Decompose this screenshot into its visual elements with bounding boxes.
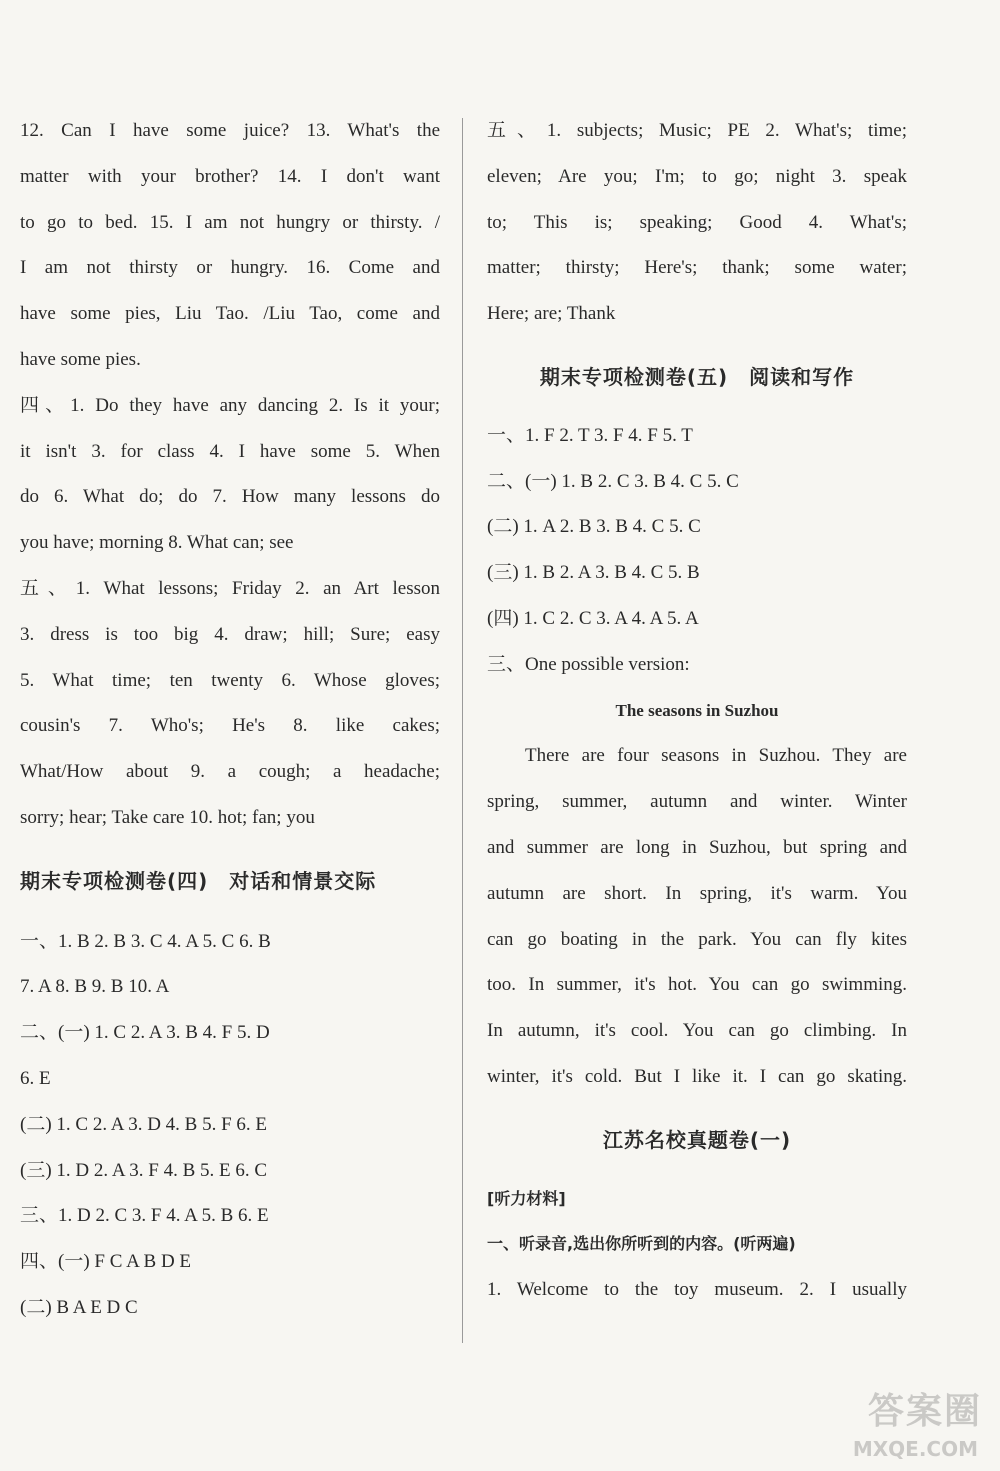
answer-line: you have; morning 8. What can; see	[20, 532, 294, 554]
essay-line: and summer are long in Suzhou, but spring and	[487, 836, 907, 858]
exam-title: 江苏名校真题卷(一)	[602, 1127, 792, 1152]
answer-line: 7. A 8. B 9. B 10. A	[20, 976, 170, 998]
answer-line: have some pies.	[20, 348, 141, 370]
left-column	[20, 108, 440, 1331]
answer-line: 三、One possible version:	[487, 653, 690, 675]
answer-line: have some pies, Liu Tao. /Liu Tao, come and	[20, 303, 440, 325]
answer-line: cousin's 7. Who's; He's 8. like cakes;	[20, 715, 440, 737]
answer-line: 5. What time; ten twenty 6. Whose gloves;	[20, 669, 440, 691]
answer-line: sorry; hear; Take care 10. hot; fan; you	[20, 806, 315, 828]
essay-line: In autumn, it's cool. You can go climbing. In	[487, 1020, 907, 1042]
answer-line: 二、(一) 1. B 2. C 3. B 4. C 5. C	[487, 470, 739, 492]
answer-line: 12. Can I have some juice? 13. What's the	[20, 120, 440, 141]
essay-line: winter, it's cold. But I like it. I can go skating.	[487, 1065, 907, 1087]
section-title-5: 期末专项检测卷(五) 阅读和写作	[539, 364, 855, 389]
listening-instruction: 一、听录音,选出你所听到的内容。(听两遍)	[487, 1234, 796, 1254]
answer-line: I am not thirsty or hungry. 16. Come and	[20, 257, 440, 279]
essay-line: too. In summer, it's hot. You can go swimming.	[487, 974, 907, 996]
answer-line: 五、1. What lessons; Friday 2. an Art lesson	[20, 577, 440, 599]
answer-line: Here; are; Thank	[487, 303, 616, 325]
answer-line: (二) B A E D C	[20, 1296, 138, 1318]
answer-line: do 6. What do; do 7. How many lessons do	[20, 486, 440, 508]
essay-line: There are four seasons in Suzhou. They are	[525, 745, 907, 767]
answer-line: (二) 1. A 2. B 3. B 4. C 5. C	[487, 516, 701, 538]
answer-line: 一、1. F 2. T 3. F 4. F 5. T	[487, 424, 693, 446]
answer-line: (二) 1. C 2. A 3. D 4. B 5. F 6. E	[20, 1113, 268, 1135]
answer-line: (三) 1. D 2. A 3. F 4. B 5. E 6. C	[20, 1159, 268, 1181]
answer-line: 一、1. B 2. B 3. C 4. A 5. C 6. B	[20, 930, 271, 952]
answer-line: 三、1. D 2. C 3. F 4. A 5. B 6. E	[20, 1205, 269, 1227]
listening-label: [听力材料]	[487, 1188, 566, 1208]
section-title-4: 期末专项检测卷(四) 对话和情景交际	[20, 868, 377, 893]
answer-line: (四) 1. C 2. C 3. A 4. A 5. A	[487, 607, 699, 629]
watermark-logo	[812, 1383, 982, 1461]
essay-title: The seasons in Suzhou	[615, 700, 779, 720]
answer-line: it isn't 3. for class 4. I have some 5. When	[20, 440, 440, 462]
watermark-text: 答案圈	[867, 1391, 982, 1432]
answer-line: 五、1. subjects; Music; PE 2. What's; time;	[487, 120, 907, 141]
answer-line: 6. E	[20, 1067, 51, 1089]
answer-line: What/How about 9. a cough; a headache;	[20, 761, 440, 783]
answer-line: 四、(一) F C A B D E	[20, 1251, 192, 1273]
answer-line: 四、1. Do they have any dancing 2. Is it your;	[20, 394, 440, 416]
answer-line: to go to bed. 15. I am not hungry or thirsty. /	[20, 211, 440, 233]
listening-line: 1. Welcome to the toy museum. 2. I usually	[487, 1279, 907, 1301]
essay-line: can go boating in the park. You can fly kites	[487, 928, 907, 950]
right-column	[487, 108, 907, 1313]
watermark-url: MXQE.COM	[852, 1437, 978, 1461]
answer-line: 3. dress is too big 4. draw; hill; Sure; easy	[20, 623, 440, 645]
answer-line: to; This is; speaking; Good 4. What's;	[487, 211, 907, 233]
answer-line: matter; thirsty; Here's; thank; some water;	[487, 257, 907, 279]
answer-line: matter with your brother? 14. I don't want	[20, 165, 440, 187]
essay-line: autumn are short. In spring, it's warm. You	[487, 882, 907, 904]
answer-line: eleven; Are you; I'm; to go; night 3. speak	[487, 165, 907, 187]
answer-line: 二、(一) 1. C 2. A 3. B 4. F 5. D	[20, 1022, 270, 1044]
answer-line: (三) 1. B 2. A 3. B 4. C 5. B	[487, 562, 700, 584]
essay-line: spring, summer, autumn and winter. Winter	[487, 791, 907, 813]
column-divider	[462, 118, 463, 1343]
